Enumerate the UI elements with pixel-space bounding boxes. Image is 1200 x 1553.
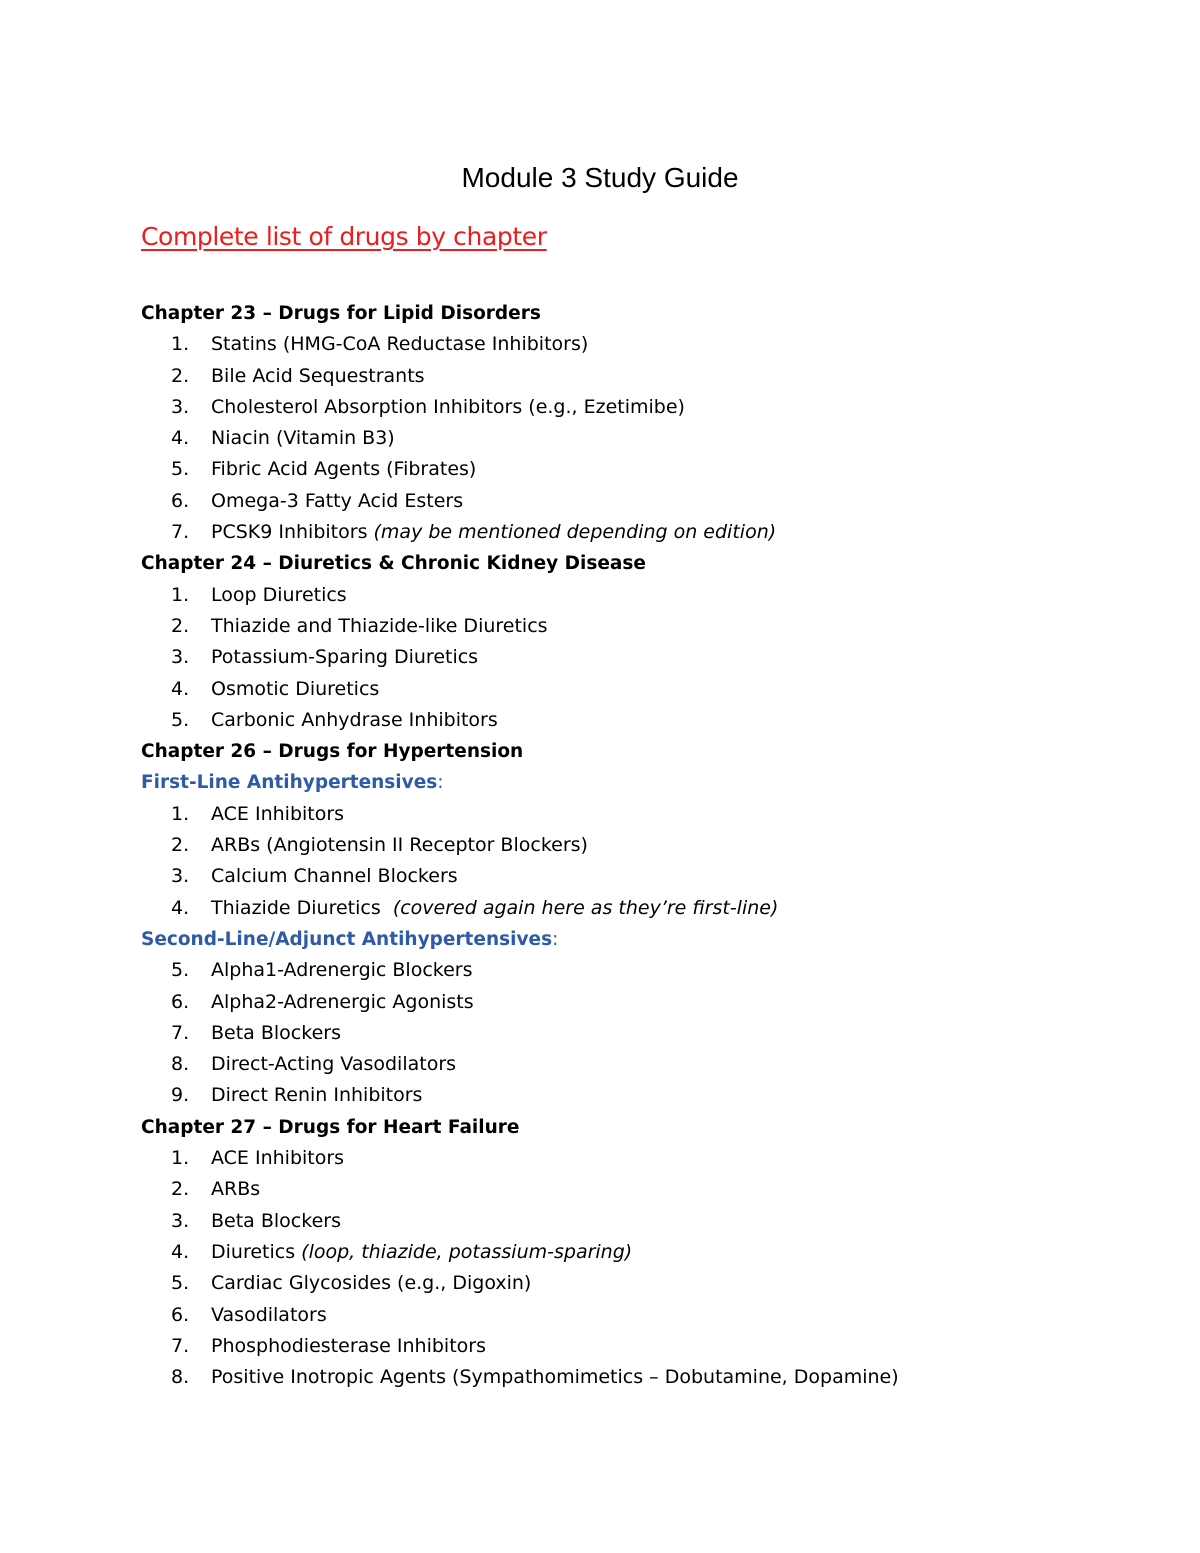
item-number: 5.	[171, 458, 190, 481]
chapter-heading: Chapter 27 – Drugs for Heart Failure	[141, 1116, 520, 1138]
item-number: 7.	[171, 1021, 190, 1044]
list-item	[141, 1018, 1141, 1049]
item-text: Beta Blockers	[211, 1209, 341, 1232]
list-item	[141, 1174, 1141, 1205]
item-text: ACE Inhibitors	[211, 1147, 345, 1170]
item-note: (covered again here as they’re first-line)	[392, 896, 779, 919]
list-item	[141, 454, 1141, 485]
item-number: 7.	[171, 1334, 190, 1357]
item-text: Direct Renin Inhibitors	[211, 1084, 423, 1107]
item-text: Cholesterol Absorption Inhibitors (e.g., Ezetimibe)	[211, 395, 685, 418]
subheading-text: First-Line Antihypertensives	[141, 772, 438, 794]
list-item	[141, 392, 1141, 423]
item-number: 9.	[171, 1084, 190, 1107]
item-text: Fibric Acid Agents (Fibrates)	[211, 458, 477, 481]
list-item	[141, 517, 1141, 548]
item-text: Alpha1-Adrenergic Blockers	[211, 959, 473, 982]
item-text: ACE Inhibitors	[211, 802, 345, 825]
list-item	[141, 830, 1141, 861]
item-number: 2.	[171, 364, 190, 387]
drug-list	[141, 298, 1141, 1393]
item-text: Beta Blockers	[211, 1021, 341, 1044]
item-number: 8.	[171, 1053, 190, 1076]
item-number: 1.	[171, 583, 190, 606]
list-item	[141, 893, 1141, 924]
item-text: Potassium-Sparing Diuretics	[211, 646, 479, 669]
list-item	[141, 1080, 1141, 1111]
item-text: Diuretics	[211, 1240, 302, 1263]
document-title: Module 3 Study Guide	[461, 162, 739, 193]
list-item	[141, 1049, 1141, 1080]
list-item	[141, 705, 1141, 736]
list-item	[141, 1143, 1141, 1174]
item-text: Direct-Acting Vasodilators	[211, 1053, 457, 1076]
item-number: 5.	[171, 708, 190, 731]
item-text: ARBs	[211, 1178, 261, 1201]
chapter-heading: Chapter 23 – Drugs for Lipid Disorders	[141, 303, 541, 324]
item-text: Alpha2-Adrenergic Agonists	[211, 990, 474, 1013]
first-line-subheading	[141, 767, 1141, 798]
list-item	[141, 486, 1141, 517]
subheading-text: Second-Line/Adjunct Antihypertensives	[141, 928, 553, 950]
item-number: 6.	[171, 1303, 190, 1326]
item-text: Niacin (Vitamin B3)	[211, 427, 395, 450]
item-text: Vasodilators	[211, 1303, 327, 1326]
subheading-colon: :	[552, 928, 559, 950]
list-item	[141, 361, 1141, 392]
item-number: 1.	[171, 333, 190, 356]
item-number: 5.	[171, 959, 190, 982]
item-number: 3.	[171, 395, 190, 418]
list-item	[141, 1362, 1141, 1393]
item-number: 3.	[171, 646, 190, 669]
item-number: 4.	[171, 427, 190, 450]
item-number: 1.	[171, 1147, 190, 1170]
second-line-subheading	[141, 924, 1141, 955]
list-item	[141, 861, 1141, 892]
item-text: Thiazide Diuretics	[211, 896, 393, 919]
item-text: Loop Diuretics	[211, 583, 347, 606]
item-number: 4.	[171, 677, 190, 700]
list-item	[141, 1300, 1141, 1331]
item-number: 3.	[171, 865, 190, 888]
item-number: 2.	[171, 614, 190, 637]
list-item	[141, 423, 1141, 454]
item-number: 8.	[171, 1366, 190, 1389]
list-item	[141, 674, 1141, 705]
chapter-heading: Chapter 24 – Diuretics & Chronic Kidney Disease	[141, 553, 646, 575]
list-item	[141, 611, 1141, 642]
item-number: 1.	[171, 802, 190, 825]
list-item	[141, 329, 1141, 360]
document-subtitle: Complete list of drugs by chapter	[141, 222, 547, 251]
item-number: 4.	[171, 1240, 190, 1263]
list-item	[141, 955, 1141, 986]
item-number: 4.	[171, 896, 190, 919]
list-item	[141, 1268, 1141, 1299]
list-item	[141, 1237, 1141, 1268]
item-number: 2.	[171, 1178, 190, 1201]
item-number: 2.	[171, 834, 190, 857]
item-text: Bile Acid Sequestrants	[211, 364, 425, 387]
list-item	[141, 1331, 1141, 1362]
list-item	[141, 1206, 1141, 1237]
item-number: 5.	[171, 1272, 190, 1295]
item-number: 3.	[171, 1209, 190, 1232]
item-text: Calcium Channel Blockers	[211, 865, 458, 888]
list-item	[141, 580, 1141, 611]
list-item	[141, 987, 1141, 1018]
list-item	[141, 642, 1141, 673]
list-item	[141, 799, 1141, 830]
chapter-heading: Chapter 26 – Drugs for Hypertension	[141, 741, 524, 763]
item-text: Cardiac Glycosides (e.g., Digoxin)	[211, 1272, 532, 1295]
item-text: PCSK9 Inhibitors	[211, 521, 374, 544]
item-text: ARBs (Angiotensin II Receptor Blockers)	[211, 834, 588, 857]
item-text: Statins (HMG-CoA Reductase Inhibitors)	[211, 333, 589, 356]
item-text: Carbonic Anhydrase Inhibitors	[211, 708, 498, 731]
item-text: Osmotic Diuretics	[211, 677, 380, 700]
subheading-colon: :	[437, 772, 444, 794]
item-text: Omega-3 Fatty Acid Esters	[211, 489, 464, 512]
item-text: Phosphodiesterase Inhibitors	[211, 1334, 486, 1357]
item-number: 6.	[171, 489, 190, 512]
item-note: (may be mentioned depending on edition)	[373, 521, 777, 544]
item-number: 6.	[171, 990, 190, 1013]
item-text: Positive Inotropic Agents (Sympathomimetics – Dobutamine, Dopamine)	[211, 1366, 899, 1389]
item-number: 7.	[171, 521, 190, 544]
item-text: Thiazide and Thiazide-like Diuretics	[211, 614, 548, 637]
item-note: (loop, thiazide, potassium-sparing)	[301, 1240, 633, 1263]
